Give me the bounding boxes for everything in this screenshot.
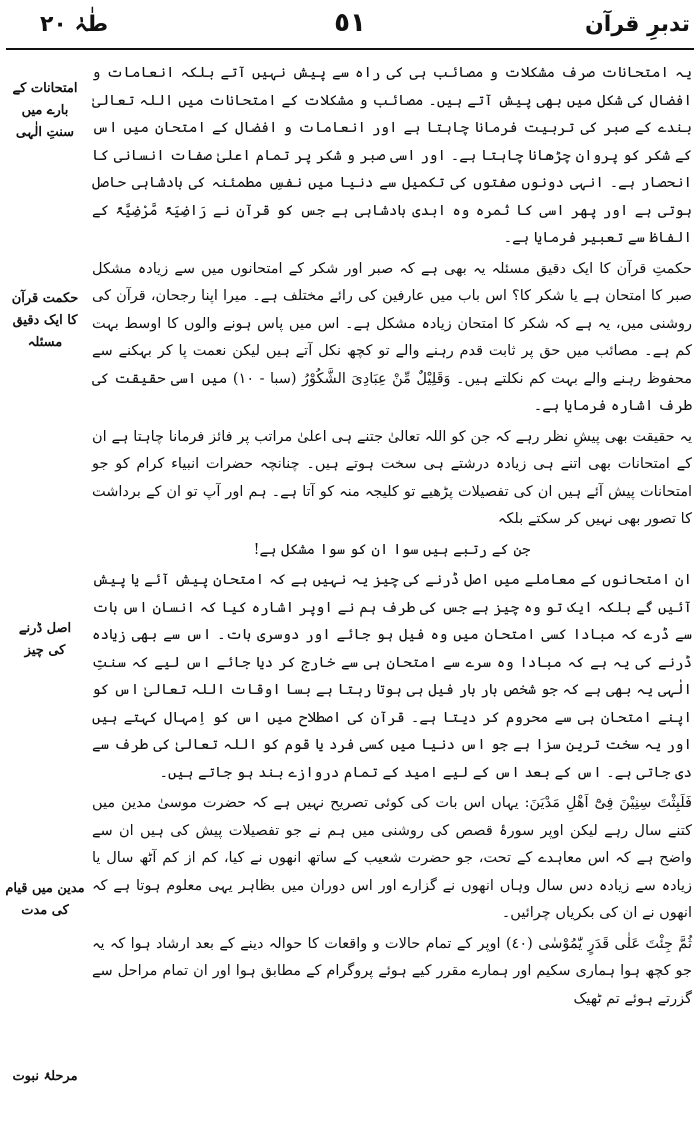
chapter-reference: طٰہٰ ٢٠ — [40, 12, 109, 37]
page-header — [0, 4, 700, 50]
margin-note-prophethood: مرحلۂ نبوت — [12, 1069, 78, 1084]
paragraph-madyan: فَلَبِثْتَ سِنِیْنَ فِیْٓ اَھْلِ مَدْیَنَ: یہاں اس بات کی کوئی تصریح نہیں ہے کہ حضرت موسیٰ مدین میں کتنے سال رہے لیکن اوپر سورۂ قصص کی روشنی میں ہم نے جو تفصیلات پیش کی ہیں ان سے واضح ہے کہ اس معاہدے کے تحت، جو حضرت شعیب کے ساتھ انھوں نے کیا، کم از کم آٹھ سال یا زیادہ سے زیادہ دس سال وہاں انھوں نے گزارے اور اس دوران میں بظاہر یہی معلوم ہوتا ہے کہ انھوں نے ان کی بکریاں چرائیں۔ — [92, 795, 692, 921]
paragraph-fear: ان امتحانوں کے معاملے میں اصل ڈرنے کی چیز یہ نہیں ہے کہ امتحان پیش آئے یا پیش آئیں گے بلکہ ایک تو وہ چیز ہے جس کی طرف ہم نے اوپر اشارہ کیا کہ انسان اس بات سے ڈرے کہ مبادا کسی امتحان میں وہ فیل ہو جائے اور دوسری بات۔ اس سے بھی زیادہ ڈرنے کی یہ ہے کہ مبادا وہ سرے سے امتحان ہی سے خارج کر دیا جائے اس لیے کہ سنتِ الٰہی یہ بھی ہے کہ جو شخص بار بار فیل ہی ہوتا رہتا ہے بسا اوقات اللہ تعالیٰ اس کو اپنے امتحان ہی سے محروم کر دیتا ہے۔ قرآن کی اصطلاح میں اس کو اِمہال کہتے ہیں اور یہ سخت ترین سزا ہے جو اس دنیا میں کسی فرد یا قوم کو اللہ تعالیٰ کی طرف سے دی جاتی ہے۔ اس کے بعد اس کے لیے امید کے تمام دروازے بند ہو جاتے ہیں۔ — [92, 572, 692, 781]
paragraph-trials: یہ امتحانات صرف مشکلات و مصائب ہی کی راہ سے پیش نہیں آتے بلکہ انعامات و افضال کی شکل میں بھی پیش آتے ہیں۔ مصائب و مشکلات کے امتحانات میں اللہ تعالیٰ بندے کے صبر کی تربیت فرمانا چاہتا ہے اور انعامات و افضال کے امتحان میں اس کے شکر کو پروان چڑھانا چاہتا ہے۔ اور اسی صبر و شکر پر تمام اعلیٰ صفات انسانی کا انحصار ہے۔ انہی دونوں صفتوں کی تکمیل سے دنیا میں نفسِ مطمئنہ کی بادشاہی حاصل ہوتی ہے اور پھر اسی کا ثمرہ وہ ابدی بادشاہی ہے جس کو قرآن نے رَاضِیَۃً مَّرْضِیَّۃً کے الفاظ سے تعبیر فرمایا ہے۔ — [92, 65, 692, 246]
verse-line: جن کے رتبے ہیں سوا ان کو سوا مشکل ہے! — [253, 541, 531, 558]
book-title: تدبرِ قرآن — [585, 12, 690, 37]
header-rule — [6, 48, 694, 50]
margin-note-trials: امتحانات کے بارے میں سنتِ الٰہی — [12, 81, 78, 140]
page-number: ٥١ — [334, 8, 366, 38]
paragraph-wisdom: حکمتِ قرآن کا ایک دقیق مسئلہ یہ بھی ہے کہ صبر اور شکر کے امتحانوں میں سے زیادہ مشکل صبر کا امتحان ہے یا شکر کا؟ اس باب میں عارفین کی رائے مختلف ہے۔ میرا اپنا رجحان، قرآن کی روشنی میں، یہ ہے کہ شکر کا امتحان زیادہ مشکل ہے۔ اس میں پاس ہونے والوں کا اوسط بہت کم ہے۔ مصائب میں حق پر ثابت قدم رہنے والے تو کچھ نکل آتے ہیں لیکن نعمت پا کر بہکنے سے محفوظ رہنے والے بہت کم نکلتے ہیں۔ وَقَلِیْلٌ مِّنْ عِبَادِیَ الشَّکُوْرُ (سبا - ١٠) میں اسی حقیقت کی طرف اشارہ فرمایا ہے۔ — [92, 260, 692, 414]
main-text — [92, 60, 692, 1016]
paragraph-higher-ranks: یہ حقیقت بھی پیشِ نظر رہے کہ جن کو اللہ تعالیٰ جتنے ہی اعلیٰ مراتب پر فائز فرمانا چاہتا ہے ان کے امتحانات بھی اتنے ہی زیادہ درشتے ہی سخت ہوتے ہیں۔ چنانچہ حضرات انبیاء کرام کو جو امتحانات پیش آئے ہیں ان کی تفصیلات پڑھیے تو کلیجہ منہ کو آتا ہے۔ ہم اور آپ تو ان کے برداشت کا تصور بھی نہیں کر سکتے بلکہ — [92, 428, 692, 527]
margin-note-fear: اصل ڈرنے کی چیز — [18, 621, 72, 658]
margin-note-madyan: مدین میں قیام کی مدت — [5, 881, 85, 918]
margin-note-wisdom: حکمت قرآن کا ایک دقیق مسئلہ — [11, 291, 79, 350]
paragraph-prophethood: ثُمَّ جِئْتَ عَلٰی قَدَرٍ یّٰمُوْسٰی (٤٠) اوپر کے تمام حالات و واقعات کا حوالہ دینے کے بعد ارشاد ہوا کہ یہ جو کچھ ہوا ہماری سکیم اور ہمارے مقرر کیے ہوئے پروگرام کے مطابق ہوا اور ان تمام مراحل سے گزرتے ہوئے تم ٹھیک — [92, 935, 692, 1007]
